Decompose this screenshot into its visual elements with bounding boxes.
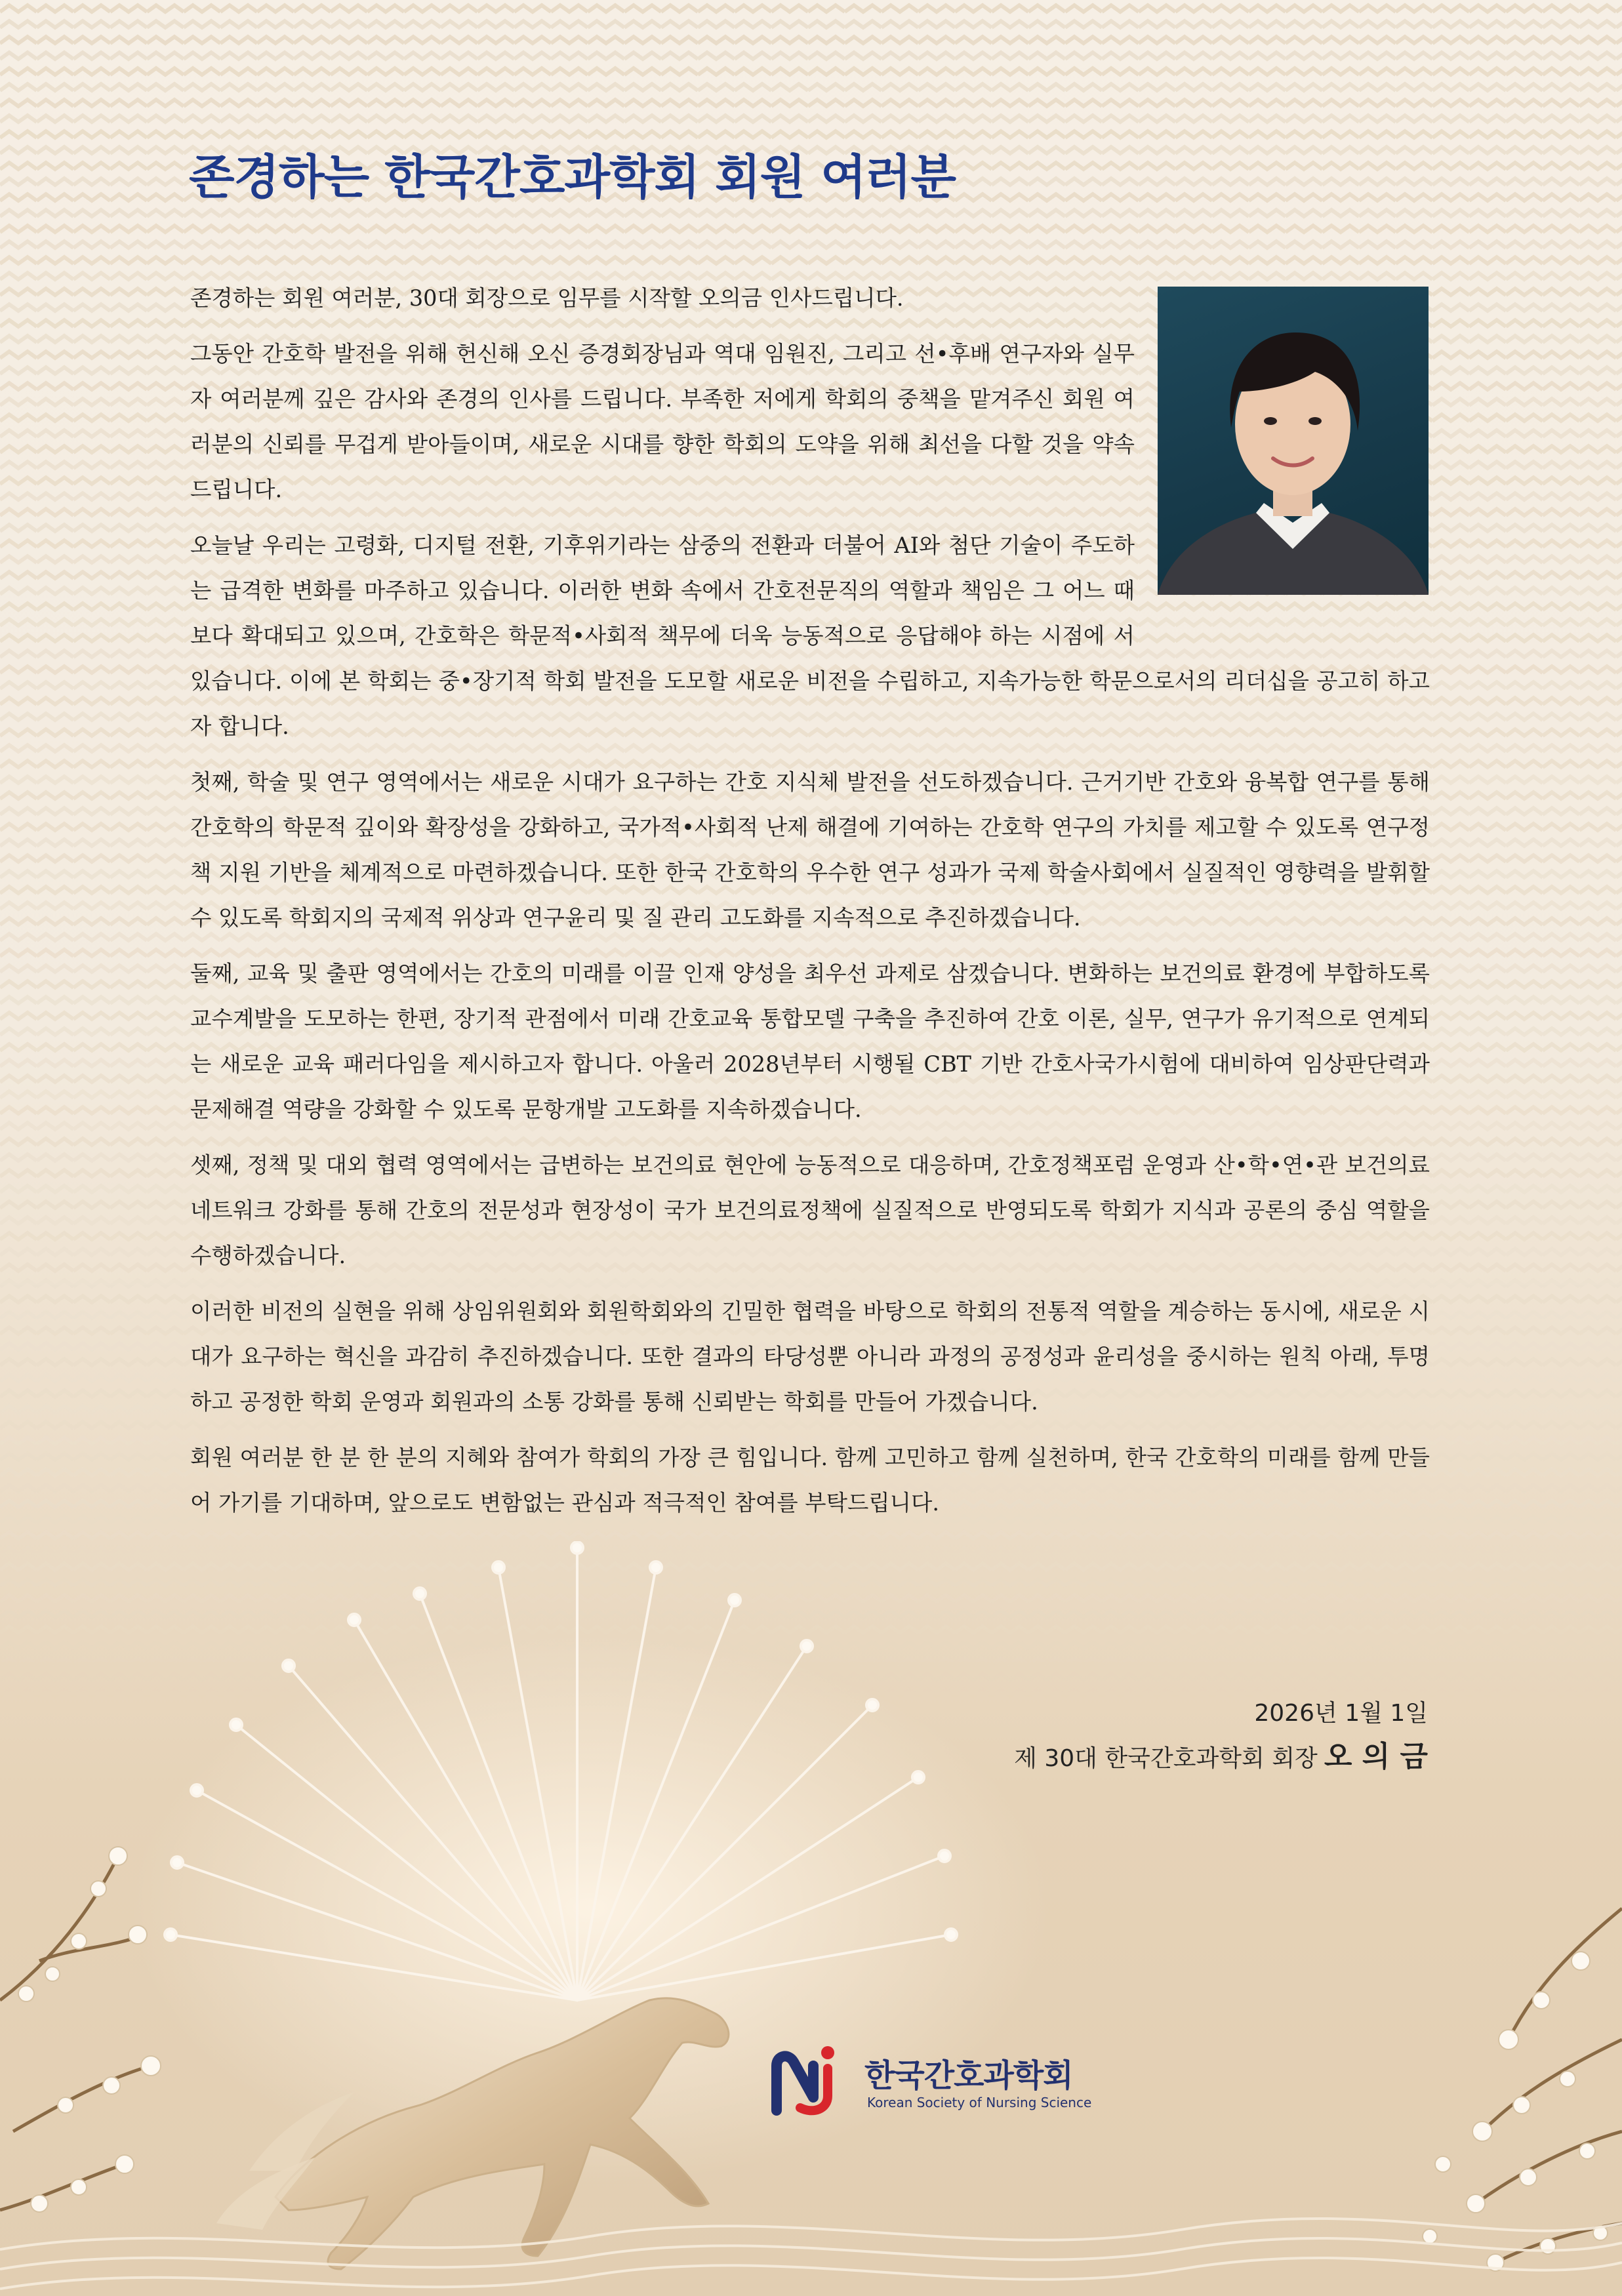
paragraph-2: 그동안 간호학 발전을 위해 헌신해 오신 증경회장님과 역대 임원진, 그리고 선•후배 연구자와 실무자 여러분께 깊은 감사와 존경의 인사를 드립니다. 부족한 저에게 학회의 중책을 맡겨주신 회원 여러분의 신뢰를 무겁게 받아들이며, 새로운 시대를 향한 학회의 도약을 위해 최선을 다할 것을 약속드립니다. xyxy=(190,341,1135,502)
logo-english-name: Korean Society of Nursing Science xyxy=(867,2095,1092,2110)
paragraph-7: 이러한 비전의 실현을 위해 상임위원회와 회원학회와의 긴밀한 협력을 바탕으로 학회의 전통적 역할을 계승하는 동시에, 새로운 시대가 요구하는 혁신을 과감히 추진하겠습니다. 또한 결과의 타당성뿐 아니라 과정의 공정성과 윤리성을 중시하는 원칙 아래, 투명하고 공정한 학회 운영과 회원과의 소통 강화를 통해 신뢰받는 학회를 만들어 가겠습니다. xyxy=(190,1299,1430,1415)
ksns-logo-icon xyxy=(767,2040,846,2118)
paragraph-5: 둘째, 교육 및 출판 영역에서는 간호의 미래를 이끌 인재 양성을 최우선 과제로 삼겠습니다. 변화하는 보건의료 환경에 부합하도록 교수계발을 도모하는 한편, 장기적 관점에서 미래 간호교육 통합모델 구축을 추진하여 간호 이론, 실무, 연구가 유기적으로 연계되는 새로운 교육 패러다임을 제시하고자 합니다. 아울러 2028년부터 시행될 CBT 기반 간호사국가시험에 대비하여 임상판단력과 문제해결 역량을 강화할 수 있도록 문항개발 고도화를 지속하겠습니다. xyxy=(190,961,1430,1122)
society-logo xyxy=(767,2040,1108,2118)
decorative-horse-blossom-artwork xyxy=(0,1541,1622,2296)
logo-korean-name: 한국간호과학회 xyxy=(864,2057,1073,2094)
page-title: 존경하는 한국간호과학회 회원 여러분 xyxy=(189,150,956,205)
paragraph-4: 첫째, 학술 및 연구 영역에서는 새로운 시대가 요구하는 간호 지식체 발전을 선도하겠습니다. 근거기반 간호와 융복합 연구를 통해 간호학의 학문적 깊이와 확장성을 강화하고, 국가적•사회적 난제 해결에 기여하는 간호학 연구의 가치를 제고할 수 있도록 연구정책 지원 기반을 체계적으로 마련하겠습니다. 또한 한국 간호학의 우수한 연구 성과가 국제 학술사회에서 실질적인 영향력을 발휘할 수 있도록 학회지의 국제적 위상과 연구윤리 및 질 관리 고도화를 지속적으로 추진하겠습니다. xyxy=(190,769,1430,931)
signature-role: 제 30대 한국간호과학회 회장 xyxy=(1014,1745,1318,1772)
paragraph-8: 회원 여러분 한 분 한 분의 지혜와 참여가 학회의 가장 큰 힘입니다. 함께 고민하고 함께 실천하며, 한국 간호학의 미래를 함께 만들어 가기를 기대하며, 앞으로도 변함없는 관심과 적극적인 참여를 부탁드립니다. xyxy=(190,1445,1430,1516)
greeting-letter-body xyxy=(190,275,1430,1536)
portrait-space xyxy=(1135,287,1430,618)
paragraph-1: 존경하는 회원 여러분, 30대 회장으로 임무를 시작할 오의금 인사드립니다. xyxy=(190,285,904,311)
signature-block xyxy=(1014,1692,1428,1781)
signature-date: 2026년 1월 1일 xyxy=(1254,1700,1428,1727)
signature-name: 오 의 금 xyxy=(1324,1740,1428,1773)
paragraph-6: 셋째, 정책 및 대외 협력 영역에서는 급변하는 보건의료 현안에 능동적으로 대응하며, 간호정책포럼 운영과 산•학•연•관 보건의료 네트워크 강화를 통해 간호의 전문성과 현장성이 국가 보건의료정책에 실질적으로 반영되도록 학회가 지식과 공론의 중심 역할을 수행하겠습니다. xyxy=(190,1152,1430,1268)
paragraph-3: 오늘날 우리는 고령화, 디지털 전환, 기후위기라는 삼중의 전환과 더불어 AI와 첨단 기술이 주도하는 급격한 변화를 마주하고 있습니다. 이러한 변화 속에서 간호전문직의 역할과 책임은 그 어느 때보다 확대되고 있으며, 간호학은 학문적•사회적 책무에 더욱 능동적으로 응답해야 하는 시점에 서 있습니다. 이에 본 학회는 중•장기적 학회 발전을 도모할 새로운 비전을 수립하고, 지속가능한 학문으로서의 리더십을 공고히 하고자 합니다. xyxy=(190,533,1430,739)
